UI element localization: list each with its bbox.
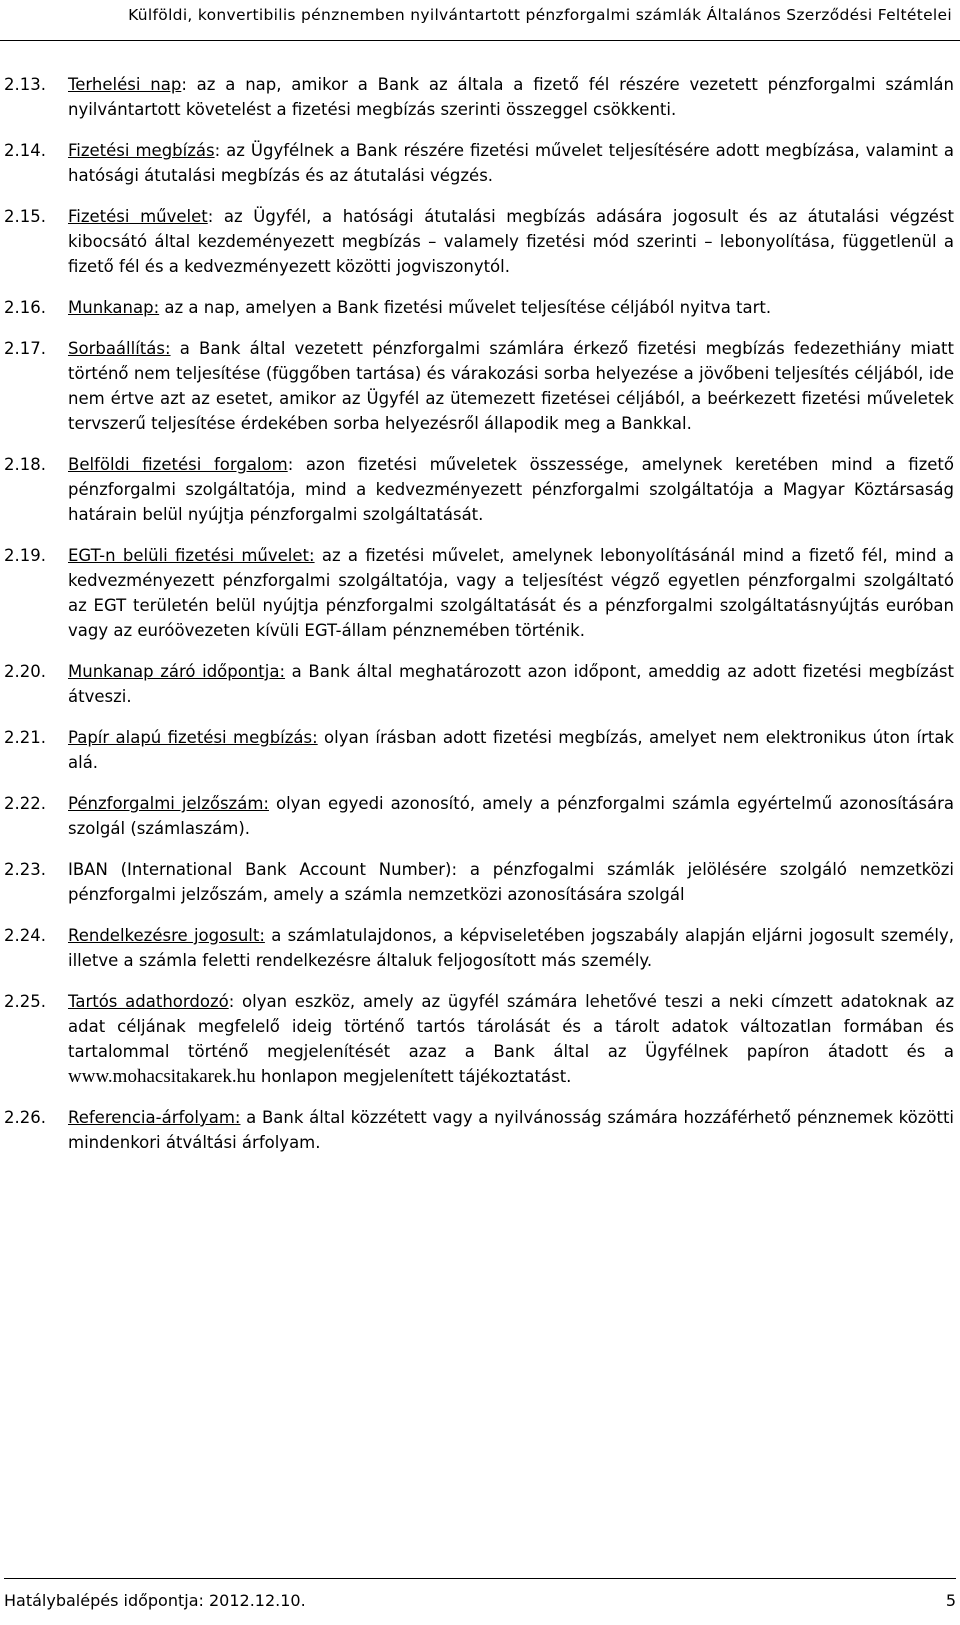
item-number: 2.24. [4, 926, 46, 945]
definition-2-21 [4, 725, 956, 775]
item-body [68, 204, 956, 279]
defined-term: Terhelési nap [68, 75, 182, 94]
definition-text: a Bank által vezetett pénzforgalmi számlára érkező fizetési megbízás fedezethiány miatt történő nem teljesítése (függőben tartása) és várakozási sorba helyezése a jövőbeni teljesítés céljából, ide nem értve azt az esetet, amikor az Ügyfél az ütemezett fizetései céljából, a beérkezett fizetési műveletek tervszerű teljesítése érdekében sorba helyezésről állapodik meg a Bankkal. [68, 339, 954, 433]
item-number: 2.21. [4, 728, 46, 747]
item-body [68, 659, 956, 709]
header-rule [0, 40, 960, 41]
item-number: 2.20. [4, 662, 46, 681]
item-number: 2.14. [4, 141, 46, 160]
item-body [68, 336, 956, 436]
definition-text: az a fizetési művelet, amelynek lebonyolításánál mind a fizető fél, mind a kedvezményezett pénzforgalmi szolgáltatója, vagy a teljesítést végző egyetlen pénzforgalmi szolgáltató az EGT területén belül nyújtja pénzforgalmi szolgáltatását és a pénzforgalmi szolgáltatásnyújtás euróban vagy az euróövezeten kívüli EGT-állam pénznemében történik. [68, 546, 954, 640]
item-number: 2.16. [4, 298, 46, 317]
definition-2-18 [4, 452, 956, 527]
defined-term: Papír alapú fizetési megbízás: [68, 728, 318, 747]
definition-2-24 [4, 923, 956, 973]
running-header [0, 6, 960, 24]
item-body [68, 725, 956, 775]
definition-2-17 [4, 336, 956, 436]
item-number: 2.23. [4, 860, 46, 879]
definitions-list [4, 72, 956, 1171]
item-number: 2.26. [4, 1108, 46, 1127]
definition-text: az a nap, amelyen a Bank fizetési művelet teljesítése céljából nyitva tart. [159, 298, 772, 317]
defined-term: Munkanap záró időpontja: [68, 662, 286, 681]
item-body [68, 72, 956, 122]
definition-text: : az Ügyfélnek a Bank részére fizetési művelet teljesítésére adott megbízása, valamint a hatósági átutalási megbízás és az átutalási végzés. [68, 141, 954, 185]
definition-text-continued: honlapon megjelenített tájékoztatást. [255, 1067, 572, 1086]
definition-2-22 [4, 791, 956, 841]
defined-term: EGT-n belüli fizetési művelet: [68, 546, 315, 565]
item-body [68, 857, 956, 907]
definition-2-26 [4, 1105, 956, 1155]
item-number: 2.22. [4, 794, 46, 813]
item-body [68, 138, 956, 188]
item-number: 2.25. [4, 992, 46, 1011]
footer-row [4, 1591, 956, 1610]
definition-2-13 [4, 72, 956, 122]
page-footer [4, 1578, 956, 1610]
item-body [68, 452, 956, 527]
defined-term: Referencia-árfolyam: [68, 1108, 241, 1127]
item-number: 2.19. [4, 546, 46, 565]
item-body [68, 791, 956, 841]
defined-term: Tartós adathordozó [68, 992, 229, 1011]
defined-term: Rendelkezésre jogosult: [68, 926, 265, 945]
item-number: 2.17. [4, 339, 46, 358]
definition-2-20 [4, 659, 956, 709]
definition-2-14 [4, 138, 956, 188]
item-body [68, 923, 956, 973]
definition-text: a Bank által közzétett vagy a nyilvánosság számára hozzáférhető pénznemek közötti mindenkori átváltási árfolyam. [68, 1108, 954, 1152]
definition-2-25 [4, 989, 956, 1089]
definition-2-23 [4, 857, 956, 907]
definition-text: : olyan eszköz, amely az ügyfél számára lehetővé teszi a neki címzett adatoknak az adat céljának megfelelő ideig történő tartós tárolását és a tárolt adatok változatlan formában és tartalommal történő megjelenítését azaz a Bank által az Ügyfélnek papíron átadott és a [68, 992, 954, 1061]
page-number: 5 [945, 1591, 956, 1610]
item-body [68, 295, 956, 320]
item-body [68, 989, 956, 1089]
definition-text: IBAN (International Bank Account Number): a pénzfogalmi számlák jelölésére szolgáló nemzetközi pénzforgalmi jelzőszám, amely a számla nemzetközi azonosítására szolgál [68, 860, 954, 904]
definition-text: a számlatulajdonos, a képviseletében jogszabály alapján eljárni jogosult személy, illetve a számla feletti rendelkezésre általuk feljogosított más személy. [68, 926, 954, 970]
defined-term: Pénzforgalmi jelzőszám: [68, 794, 269, 813]
definition-2-16 [4, 295, 956, 320]
item-body [68, 1105, 956, 1155]
defined-term: Munkanap: [68, 298, 160, 317]
item-number: 2.15. [4, 207, 46, 226]
definition-text: a Bank által meghatározott azon időpont, ameddig az adott fizetési megbízást átveszi. [68, 662, 954, 706]
item-number: 2.13. [4, 75, 46, 94]
definition-text: : az Ügyfél, a hatósági átutalási megbízás adására jogosult és az átutalási végzést kibocsátó által kezdeményezett megbízás – valamely fizetési mód szerinti – lebonyolítása, függetlenül a fizető fél és a kedvezményezett közötti jogviszonytól. [68, 207, 954, 276]
definition-text: : azon fizetési műveletek összessége, amelynek keretében mind a fizető pénzforgalmi szolgáltatója, mind a kedvezményezett pénzforgalmi szolgáltatója a Magyar Köztársaság határain belül nyújtja pénzforgalmi szolgáltatását. [68, 455, 954, 524]
definition-text: : az a nap, amikor a Bank az általa a fizető fél részére vezetett pénzforgalmi számlán nyilvántartott követelést a fizetési megbízás szerinti összeggel csökkenti. [68, 75, 954, 119]
defined-term: Sorbaállítás: [68, 339, 171, 358]
item-number: 2.18. [4, 455, 46, 474]
definition-text: olyan egyedi azonosító, amely a pénzforgalmi számla egyértelmű azonosítására szolgál (számlaszám). [68, 794, 954, 838]
defined-term: Fizetési megbízás [68, 141, 215, 160]
defined-term: Fizetési művelet [68, 207, 208, 226]
document-title: Külföldi, konvertibilis pénznemben nyilvántartott pénzforgalmi számlák Általános Szerződési Feltételei [128, 6, 952, 24]
footer-rule [4, 1578, 956, 1579]
item-body [68, 543, 956, 643]
defined-term: Belföldi fizetési forgalom [68, 455, 288, 474]
effective-date: Hatálybalépés időpontja: 2012.12.10. [4, 1591, 306, 1610]
definition-2-15 [4, 204, 956, 279]
website-link[interactable]: www.mohacsitakarek.hu [68, 1066, 256, 1087]
definition-2-19 [4, 543, 956, 643]
definition-text: olyan írásban adott fizetési megbízás, amelyet nem elektronikus úton írtak alá. [68, 728, 954, 772]
